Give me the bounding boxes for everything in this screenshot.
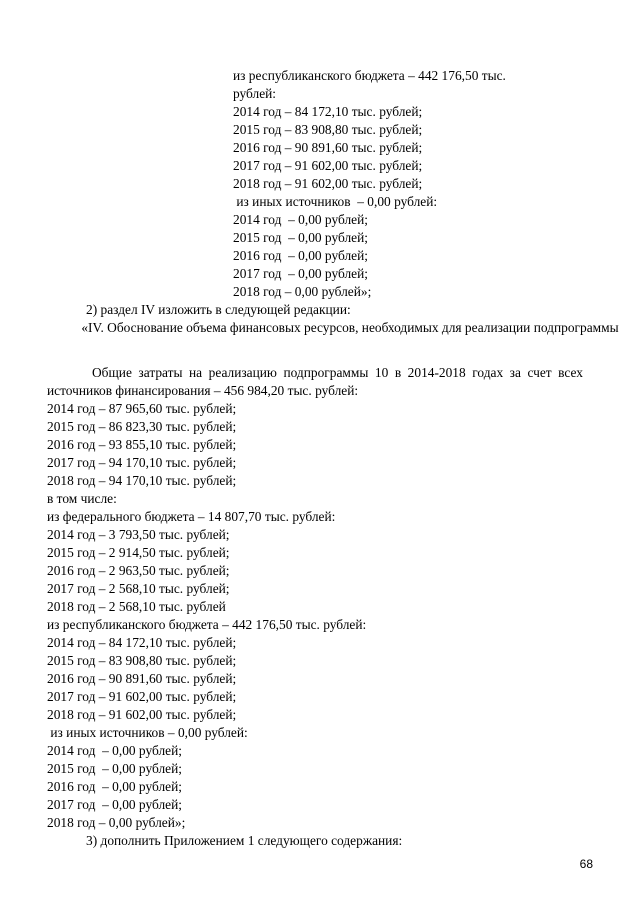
page-number: 68 (579, 857, 593, 871)
amendment-item-2: 2) раздел IV изложить в следующей редакции: (86, 302, 351, 317)
text-line: 2014 год – 84 172,10 тыс. рублей; (233, 104, 423, 119)
amendment-item-3: 3) дополнить Приложением 1 следующего содержания: (86, 833, 403, 848)
text-line: 2018 год – 91 602,00 тыс. рублей; (47, 707, 237, 722)
text-line: 2014 год – 3 793,50 тыс. рублей; (47, 527, 230, 542)
text-line: 2017 год – 2 568,10 тыс. рублей; (47, 581, 230, 596)
text-line: 2016 год – 90 891,60 тыс. рублей; (233, 140, 423, 155)
paragraph-text: Общие затраты на реализацию подпрограммы 10 в 2014-2018 годах за счет всех источников финансирования – 456 984,20 тыс. рублей: (47, 365, 583, 398)
text-line: 2015 год – 0,00 рублей; (47, 761, 182, 776)
text-line: 2015 год – 2 914,50 тыс. рублей; (47, 545, 230, 560)
text-line: из иных источников – 0,00 рублей: (233, 194, 438, 209)
text-line: 2017 год – 91 602,00 тыс. рублей; (47, 689, 237, 704)
text-line: из республиканского бюджета – 442 176,50 тыс. рублей: (47, 617, 367, 632)
text-line: рублей: (233, 86, 277, 101)
text-line: 2015 год – 83 908,80 тыс. рублей; (233, 122, 423, 137)
text-line: 2018 год – 0,00 рублей»; (47, 815, 186, 830)
text-line: 2018 год – 94 170,10 тыс. рублей; (47, 473, 237, 488)
text-line: 2016 год – 0,00 рублей; (47, 779, 182, 794)
text-line: из республиканского бюджета – 442 176,50 тыс. (233, 68, 506, 83)
text-line: 2015 год – 0,00 рублей; (233, 230, 368, 245)
text-line: 2015 год – 86 823,30 тыс. рублей; (47, 419, 237, 434)
text-line: 2014 год – 87 965,60 тыс. рублей; (47, 401, 237, 416)
text-line: 2016 год – 2 963,50 тыс. рублей; (47, 563, 230, 578)
text-line: 2015 год – 83 908,80 тыс. рублей; (47, 653, 237, 668)
text-line: в том числе: (47, 491, 117, 506)
section-heading: «IV. Обоснование объема финансовых ресурсов, необходимых для реализации подпрограммы (81, 320, 619, 335)
text-line: 2016 год – 90 891,60 тыс. рублей; (47, 671, 237, 686)
text-line: 2016 год – 0,00 рублей; (233, 248, 368, 263)
text-line: 2017 год – 94 170,10 тыс. рублей; (47, 455, 237, 470)
text-line: 2018 год – 91 602,00 тыс. рублей; (233, 176, 423, 191)
text-line: из федерального бюджета – 14 807,70 тыс. рублей: (47, 509, 336, 524)
text-line: 2016 год – 93 855,10 тыс. рублей; (47, 437, 237, 452)
text-line: 2014 год – 0,00 рублей; (47, 743, 182, 758)
text-line: 2017 год – 91 602,00 тыс. рублей; (233, 158, 423, 173)
text-line: из иных источников – 0,00 рублей: (47, 725, 248, 740)
text-line: 2017 год – 0,00 рублей; (47, 797, 182, 812)
text-line: 2018 год – 2 568,10 тыс. рублей (47, 599, 226, 614)
text-line: 2014 год – 84 172,10 тыс. рублей; (47, 635, 237, 650)
text-line: 2014 год – 0,00 рублей; (233, 212, 368, 227)
text-line: 2018 год – 0,00 рублей»; (233, 284, 372, 299)
total-costs-paragraph (47, 364, 583, 400)
text-line: 2017 год – 0,00 рублей; (233, 266, 368, 281)
